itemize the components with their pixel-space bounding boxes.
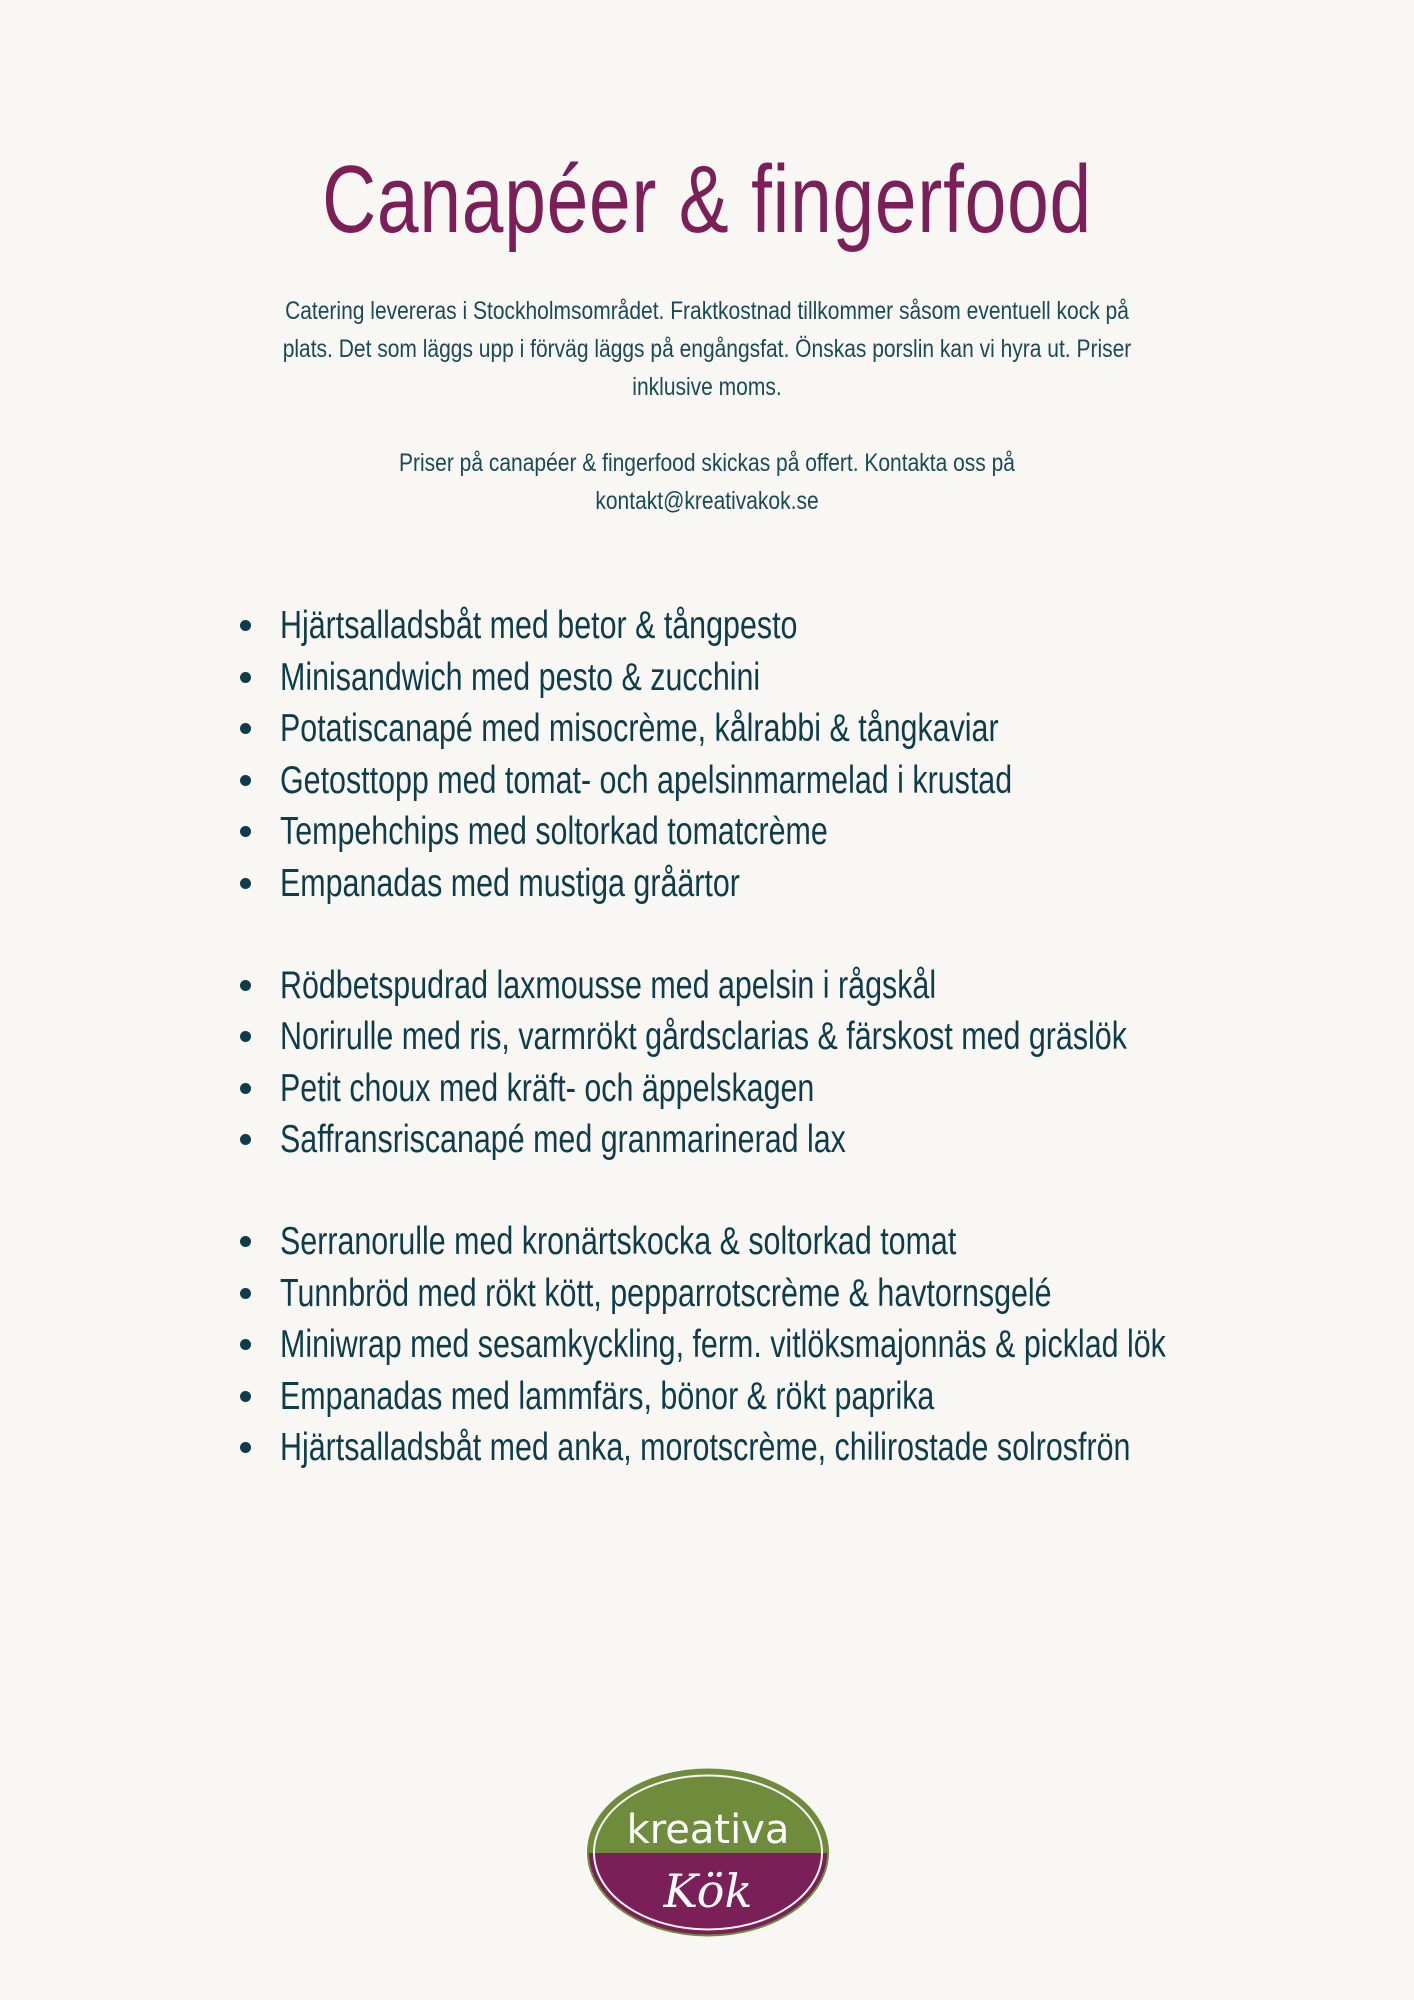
bullet-icon — [240, 1288, 251, 1299]
menu-item-text: Tempehchips med soltorkad tomatcrème — [280, 810, 828, 854]
list-item — [0, 1319, 1414, 1371]
intro-paragraph-contact: Priser på canapéer & fingerfood skickas på offert. Kontakta oss på kontakt@kreativakok.se — [399, 449, 1015, 515]
logo-word-bottom: Kök — [663, 1864, 753, 1918]
logo-icon — [583, 1765, 833, 1940]
menu-item-text: Hjärtsalladsbåt med betor & tångpesto — [280, 604, 798, 647]
list-item — [0, 1268, 1414, 1320]
bullet-icon — [240, 723, 251, 734]
menu-item-text: Petit choux med kräft- och äppelskagen — [280, 1066, 815, 1110]
menu-item-text: Empanadas med lammfärs, bönor & rökt paprika — [280, 1374, 935, 1418]
list-item — [0, 755, 1414, 807]
menu-item-text: Potatiscanapé med misocrème, kålrabbi & tångkaviar — [280, 707, 999, 751]
list-item — [0, 1371, 1414, 1423]
menu-group — [0, 1216, 1414, 1474]
list-item — [0, 1063, 1414, 1115]
list-item — [0, 960, 1414, 1012]
logo-word-top: kreativa — [626, 1807, 790, 1853]
list-item — [0, 703, 1414, 755]
menu-item-text: Norirulle med ris, varmrökt gårdsclarias & färskost med gräslök — [280, 1015, 1127, 1059]
menu-group — [0, 600, 1414, 910]
bullet-icon — [240, 1134, 251, 1145]
menu-item-text: Getosttopp med tomat- och apelsinmarmelad i krustad — [280, 758, 1013, 802]
list-item — [0, 600, 1414, 652]
bullet-icon — [240, 826, 251, 837]
list-item — [0, 806, 1414, 858]
kreativa-kok-logo — [583, 1765, 833, 1940]
bullet-icon — [240, 1391, 251, 1402]
menu-group — [0, 960, 1414, 1166]
bullet-icon — [240, 1083, 251, 1094]
list-item — [0, 1422, 1414, 1474]
bullet-icon — [240, 980, 251, 991]
menu-item-text: Rödbetspudrad laxmousse med apelsin i rågskål — [280, 963, 937, 1007]
menu-list — [0, 600, 1414, 1474]
menu-item-text: Saffransriscanapé med granmarinerad lax — [280, 1118, 846, 1162]
list-item — [0, 1216, 1414, 1268]
list-item — [0, 652, 1414, 704]
intro-text — [200, 292, 1214, 520]
page-title: Canapéer & fingerfood — [322, 146, 1092, 253]
menu-item-text: Minisandwich med pesto & zucchini — [280, 655, 761, 699]
menu-item-text: Miniwrap med sesamkyckling, ferm. vitlöksmajonnäs & picklad lök — [280, 1323, 1166, 1367]
intro-paragraph-catering: Catering levereras i Stockholmsområdet. Fraktkostnad tillkommer såsom eventuell kock på plats. Det som läggs upp i förväg läggs på engångsfat. Önskas porslin kan vi hyra ut. Priser inklusive moms. — [282, 297, 1132, 401]
bullet-icon — [240, 1031, 251, 1042]
bullet-icon — [240, 620, 251, 631]
list-item — [0, 858, 1414, 910]
bullet-icon — [240, 1442, 251, 1453]
list-item — [0, 1114, 1414, 1166]
bullet-icon — [240, 672, 251, 683]
bullet-icon — [240, 878, 251, 889]
menu-item-text: Empanadas med mustiga gråärtor — [280, 861, 740, 905]
bullet-icon — [240, 1339, 251, 1350]
menu-item-text: Hjärtsalladsbåt med anka, morotscrème, chilirostade solrosfrön — [280, 1426, 1131, 1470]
bullet-icon — [240, 775, 251, 786]
list-item — [0, 1011, 1414, 1063]
menu-item-text: Tunnbröd med rökt kött, pepparrotscrème & havtornsgelé — [280, 1271, 1052, 1315]
bullet-icon — [240, 1236, 251, 1247]
menu-item-text: Serranorulle med kronärtskocka & soltorkad tomat — [280, 1219, 957, 1263]
